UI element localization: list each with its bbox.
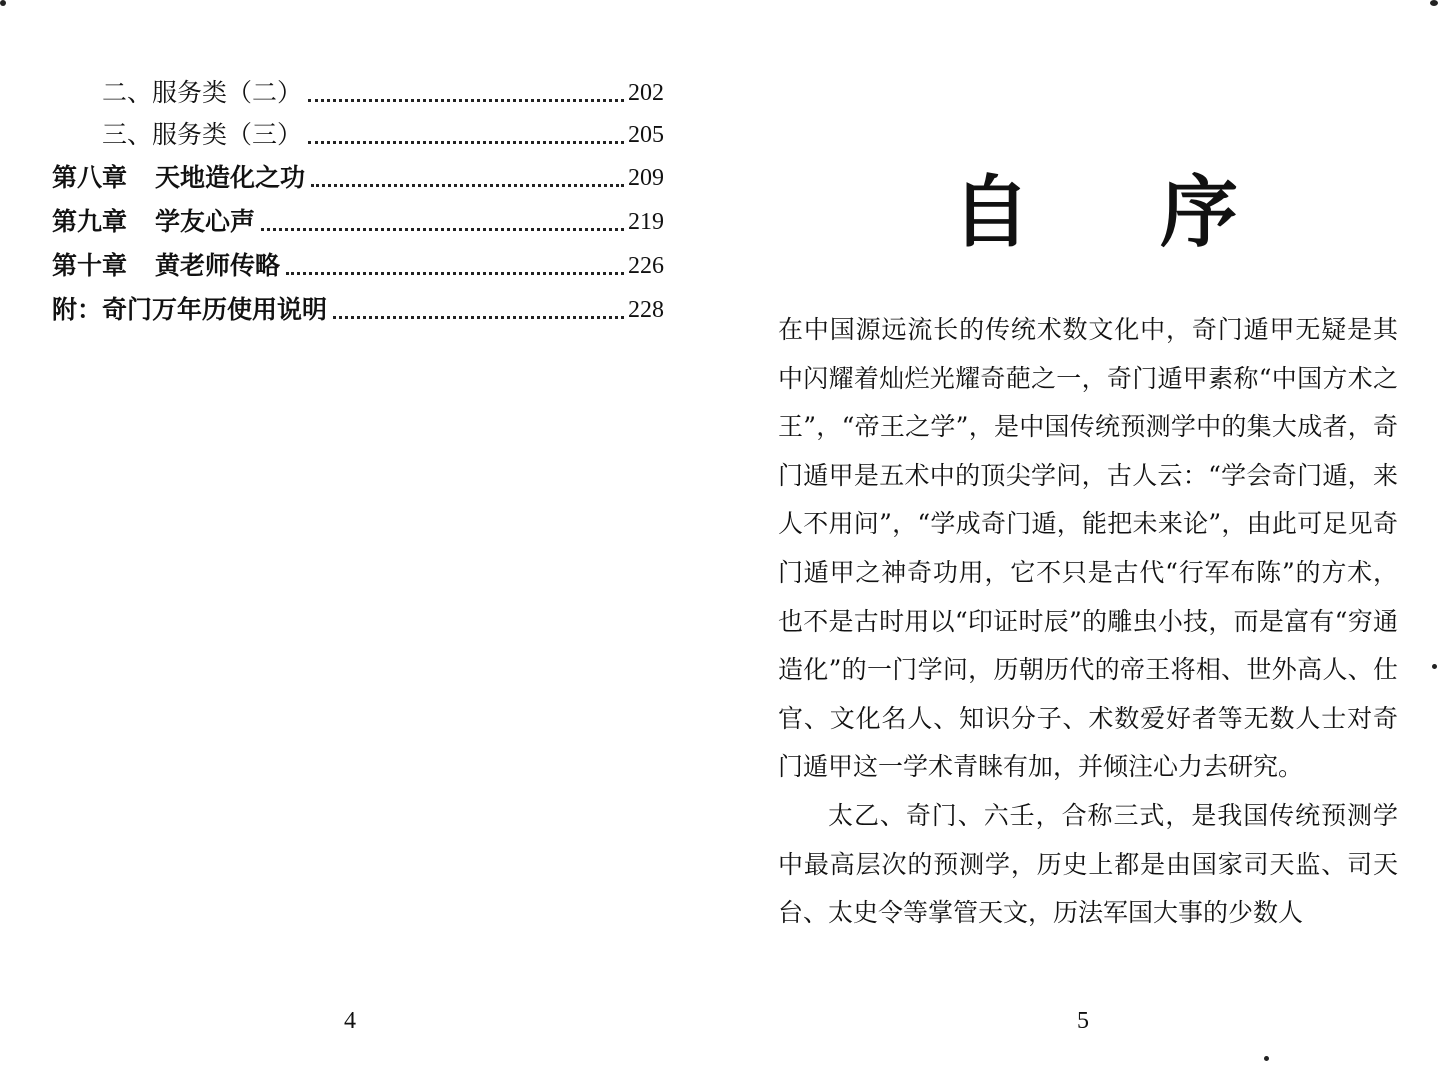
- title-char: 自: [952, 168, 1031, 258]
- toc-row: [52, 289, 664, 325]
- toc-leader-dots: [311, 183, 624, 187]
- scan-speck: [1432, 664, 1437, 669]
- toc-leader-dots: [333, 315, 624, 319]
- toc-leader-dots: [286, 271, 624, 275]
- chapter-number: 第十章: [52, 251, 128, 280]
- page-number: 5: [1077, 1008, 1089, 1034]
- toc-leader-dots: [261, 227, 624, 231]
- toc-row: [52, 245, 664, 281]
- toc-leader-dots: [308, 98, 624, 102]
- toc-row: [52, 201, 664, 237]
- toc-entry-label: [52, 163, 305, 193]
- chapter-title: 天地造化之功: [155, 163, 306, 192]
- chapter-title: 学友心声: [155, 207, 256, 236]
- toc-entry-label: 三、服务类（三）: [102, 120, 303, 149]
- toc-leader-dots: [308, 140, 624, 144]
- chapter-number: 第八章: [52, 163, 128, 192]
- toc-page-number: 219: [628, 209, 664, 235]
- page-number: 4: [344, 1008, 356, 1034]
- right-page: [720, 0, 1440, 1080]
- toc-page-number: 205: [628, 122, 664, 148]
- chapter-title: 黄老师传略: [155, 251, 281, 280]
- preface-body: [778, 306, 1398, 938]
- title-char: 序: [1160, 168, 1239, 258]
- toc-page-number: 228: [628, 297, 664, 323]
- toc-entry-label: 二、服务类（二）: [102, 78, 303, 107]
- toc-page-number: 209: [628, 165, 664, 191]
- toc-row: [102, 72, 664, 108]
- toc-entry-label: 附：奇门万年历使用说明: [52, 295, 328, 324]
- toc-entry-label: [52, 207, 255, 237]
- toc-row: [102, 114, 664, 150]
- preface-paragraph: 太乙、奇门、六壬，合称三式，是我国传统预测学中最高层次的预测学，历史上都是由国家司天监、司天台、太史令等掌管天文，历法军国大事的少数人: [778, 800, 1398, 928]
- toc-entry-label: [52, 251, 280, 281]
- scan-speck: [0, 0, 6, 6]
- preface-paragraph: 在中国源远流长的传统术数文化中，奇门遁甲无疑是其中闪耀着灿烂光耀奇葩之一，奇门遁甲素称“中国方术之王”，“帝王之学”，是中国传统预测学中的集大成者，奇门遁甲是五术中的顶尖学问，古人云：“学会奇门遁，来人不用问”，“学成奇门遁，能把未来论”，由此可足见奇门遁甲之神奇功用，它不只是古代“行军布陈”的方术，也不是古时用以“印证时辰”的雕虫小技，而是富有“穷通造化”的一门学问，历朝历代的帝王将相、世外高人、仕官、文化名人、知识分子、术数爱好者等无数人士对奇门遁甲这一学术青睐有加，并倾注心力去研究。: [778, 315, 1398, 782]
- scan-speck: [1264, 1056, 1269, 1061]
- scan-speck: [1430, 0, 1438, 6]
- toc-page-number: 202: [628, 80, 664, 106]
- toc-page-number: 226: [628, 253, 664, 279]
- toc-row: [52, 157, 664, 193]
- chapter-number: 第九章: [52, 207, 128, 236]
